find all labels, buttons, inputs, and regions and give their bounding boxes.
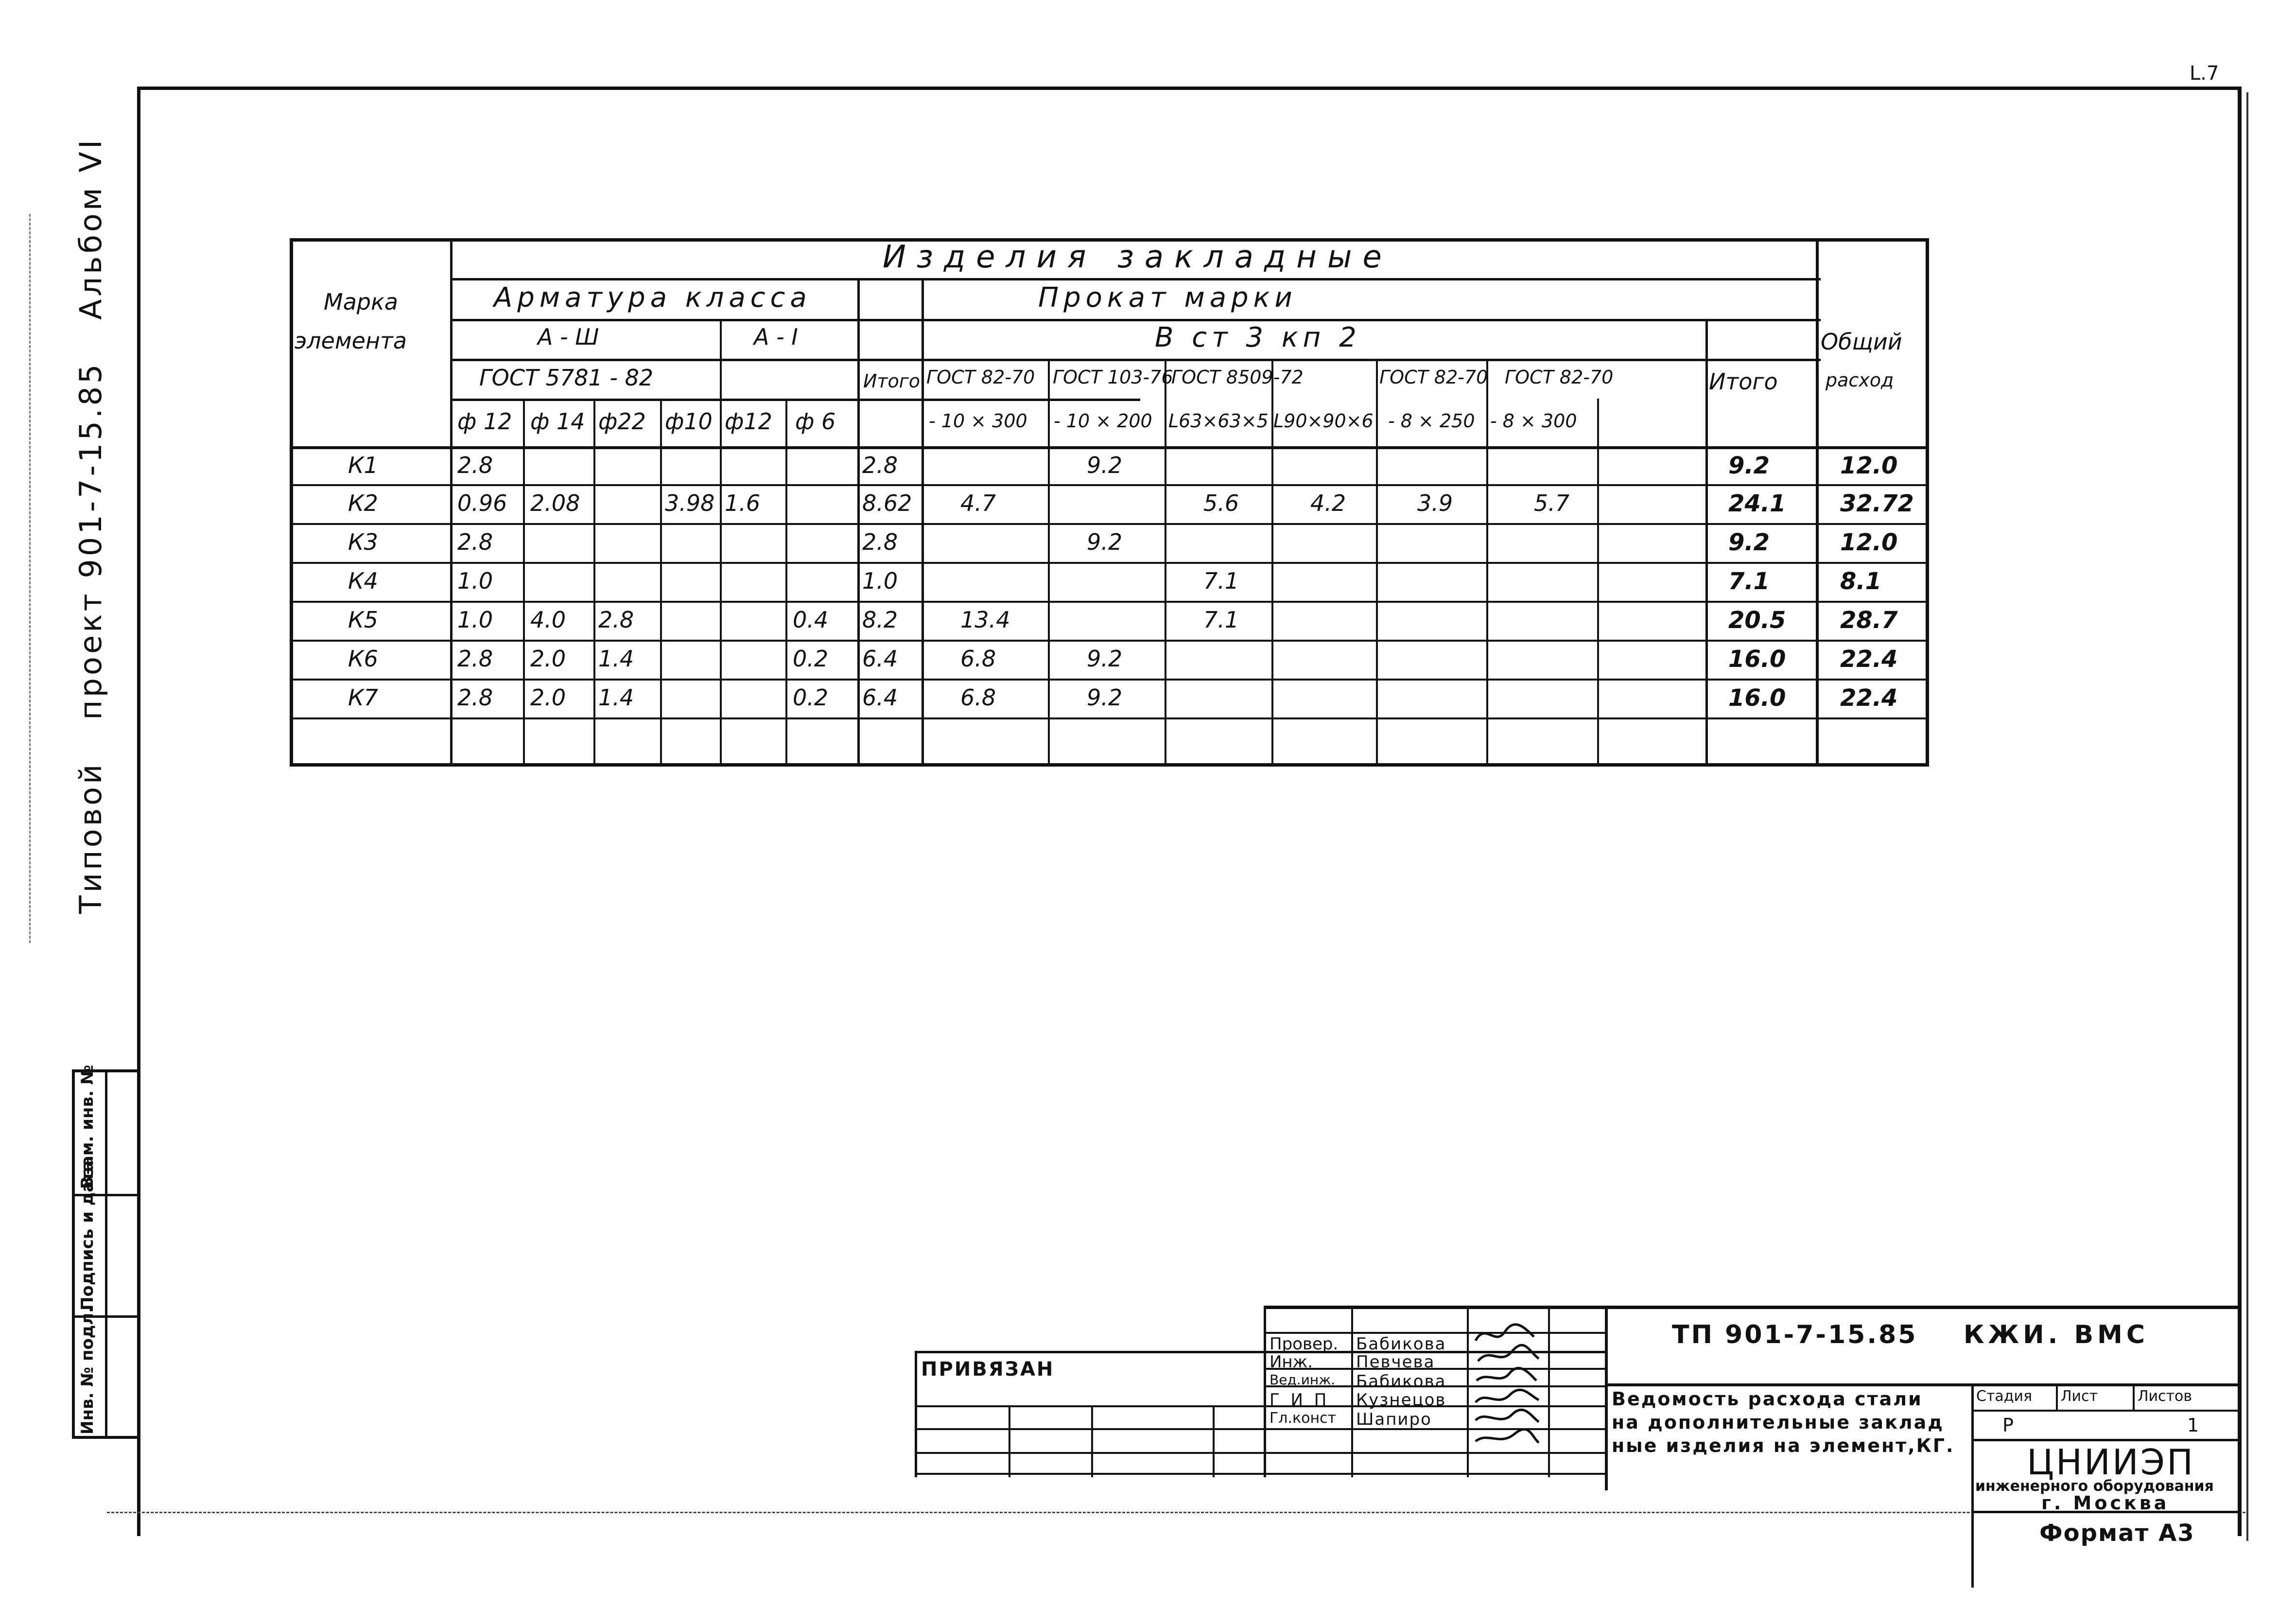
rebar-size: ф 6 <box>795 408 836 435</box>
element-mark: К6 <box>348 646 378 672</box>
rolled-gost: ГОСТ 8509-72 <box>1171 367 1304 388</box>
project-code: ТП 901-7-15.85 <box>1672 1320 1918 1349</box>
rebar-total: 1.0 <box>862 568 898 594</box>
rolled-size: - 8 × 300 <box>1490 410 1577 432</box>
rolled-total: 24.1 <box>1728 490 1786 517</box>
stamp-inventory: Инв. № подл. <box>78 1306 97 1434</box>
rebar-size: ф12 <box>725 408 772 435</box>
sheet-title-line: Ведомость расхода стали <box>1612 1388 1923 1410</box>
rolled-gost: ГОСТ 103-76 <box>1053 367 1173 388</box>
element-mark: К4 <box>348 568 378 594</box>
rebar-value: 3.98 <box>665 490 715 516</box>
corner-mark: L.7 <box>2190 62 2219 85</box>
drawing-set: КЖИ. ВМС <box>1964 1320 2149 1349</box>
rolled-value: 5.6 <box>1203 490 1239 516</box>
role-label: Провер. <box>1270 1334 1339 1354</box>
rebar-class-2: А - I <box>754 324 798 350</box>
sheets-value: 1 <box>2187 1415 2199 1436</box>
signer-name: Бабикова <box>1356 1334 1446 1354</box>
rebar-total: 8.62 <box>862 490 912 516</box>
row-header-line2: элемента <box>295 328 407 354</box>
rolled-value: 5.7 <box>1534 490 1570 516</box>
rebar-total: 6.4 <box>862 684 898 711</box>
rebar-total: 6.4 <box>862 646 898 672</box>
overall-total: 28.7 <box>1840 607 1898 634</box>
rolled-value: 7.1 <box>1203 607 1239 633</box>
rolled-total: 16.0 <box>1728 646 1786 673</box>
rebar-value: 1.4 <box>598 646 634 672</box>
linked-label: ПРИВЯЗАН <box>921 1358 1055 1381</box>
rolled-value: 7.1 <box>1203 568 1239 594</box>
rebar-total: 2.8 <box>862 452 898 478</box>
signer-name: Шапиро <box>1356 1410 1432 1429</box>
role-label: Вед.инж. <box>1270 1372 1336 1388</box>
spine-series: Типовой <box>73 761 108 914</box>
org-name: ЦНИИЭП <box>2027 1442 2195 1483</box>
sheets-label: Листов <box>2138 1388 2192 1405</box>
rolled-total: 16.0 <box>1728 684 1786 712</box>
rolled-value: 9.2 <box>1087 646 1123 672</box>
element-mark: К3 <box>348 529 378 555</box>
rebar-value: 1.0 <box>457 568 493 594</box>
element-mark: К7 <box>348 684 378 711</box>
rolled-value: 13.4 <box>960 607 1010 633</box>
rebar-value: 4.0 <box>530 607 566 633</box>
rolled-total: 20.5 <box>1728 607 1786 634</box>
signatures <box>1471 1312 1546 1468</box>
rebar-value: 0.2 <box>793 684 829 711</box>
rebar-value: 0.2 <box>793 646 829 672</box>
rolled-grade: В ст 3 кп 2 <box>1155 322 1361 353</box>
overall-total: 32.72 <box>1840 490 1914 517</box>
rebar-value: 1.0 <box>457 607 493 633</box>
spine-project: проект 901-7-15.85 <box>73 361 108 720</box>
rolled-value: 9.2 <box>1087 452 1123 478</box>
element-mark: К1 <box>348 452 378 478</box>
rolled-size: L90×90×6 <box>1273 410 1374 432</box>
role-label: Инж. <box>1270 1352 1313 1372</box>
rebar-class-1: А - Ш <box>538 324 599 350</box>
rebar-value: 2.0 <box>530 646 566 672</box>
rolled-value: 9.2 <box>1087 529 1123 555</box>
signer-name: Бабикова <box>1356 1372 1446 1391</box>
rebar-value: 2.08 <box>530 490 580 516</box>
rebar-value: 1.6 <box>725 490 761 516</box>
rolled-gost: ГОСТ 82-70 <box>1379 367 1488 388</box>
rebar-size: ф 14 <box>530 408 585 435</box>
stage-value: Р <box>2002 1415 2014 1436</box>
signer-name: Певчева <box>1356 1352 1435 1372</box>
rolled-value: 6.8 <box>960 646 996 672</box>
rebar-title: Арматура класса <box>494 282 812 314</box>
rebar-gost: ГОСТ 5781 - 82 <box>479 365 654 391</box>
org-city: г. Москва <box>2041 1492 2170 1514</box>
element-mark: К5 <box>348 607 378 633</box>
rebar-value: 2.8 <box>457 684 493 711</box>
spine-album: Альбом VI <box>73 137 108 320</box>
group-title: Изделия закладные <box>883 239 1392 275</box>
org-subtitle: инженерного оборудования <box>1975 1478 2214 1495</box>
rebar-value: 2.0 <box>530 684 566 711</box>
rebar-value: 2.8 <box>457 646 493 672</box>
sheet-title-line: ные изделия на элемент,КГ. <box>1612 1435 1955 1456</box>
rebar-value: 2.8 <box>457 452 493 478</box>
rolled-value: 3.9 <box>1417 490 1453 516</box>
rebar-total: 2.8 <box>862 529 898 555</box>
overall-total: 12.0 <box>1840 452 1898 479</box>
role-label: Г И П <box>1270 1390 1330 1410</box>
rolled-gost: ГОСТ 82-70 <box>1505 367 1614 388</box>
overall-total: 22.4 <box>1840 684 1898 712</box>
sheet-label: Лист <box>2061 1388 2098 1405</box>
overall-total: 8.1 <box>1840 568 1882 595</box>
rebar-size: ф22 <box>598 408 646 435</box>
overall-header-line1: Общий <box>1821 329 1902 355</box>
rolled-total: 7.1 <box>1728 568 1770 595</box>
rebar-size: ф 12 <box>457 408 512 435</box>
rebar-value: 2.8 <box>457 529 493 555</box>
rolled-value: 4.7 <box>960 490 996 516</box>
overall-header-line2: расход <box>1826 369 1894 391</box>
total-header-2: Итого <box>1709 368 1778 395</box>
rolled-value: 9.2 <box>1087 684 1123 711</box>
role-label: Гл.конст <box>1270 1410 1337 1427</box>
rolled-value: 4.2 <box>1310 490 1346 516</box>
stamp-signature-date: Подпись и дата <box>78 1160 97 1311</box>
rebar-value: 1.4 <box>598 684 634 711</box>
rebar-total: 8.2 <box>862 607 898 633</box>
signer-name: Кузнецов <box>1356 1390 1446 1410</box>
format-label: Формат А3 <box>2039 1520 2195 1547</box>
rolled-gost: ГОСТ 82-70 <box>926 367 1035 388</box>
rolled-title: Прокат марки <box>1038 282 1297 314</box>
rolled-size: - 8 × 250 <box>1388 410 1475 432</box>
stamp-replaced: Взам. инв. № <box>78 1065 97 1189</box>
total-header: Итого <box>863 370 921 392</box>
rolled-size: L63×63×5 <box>1168 410 1269 432</box>
rebar-value: 0.96 <box>457 490 507 516</box>
rebar-value: 0.4 <box>793 607 829 633</box>
stage-label: Стадия <box>1976 1388 2033 1405</box>
overall-total: 12.0 <box>1840 529 1898 556</box>
rolled-size: - 10 × 300 <box>929 410 1027 432</box>
overall-total: 22.4 <box>1840 646 1898 673</box>
rebar-value: 2.8 <box>598 607 634 633</box>
rolled-value: 6.8 <box>960 684 996 711</box>
rolled-total: 9.2 <box>1728 529 1770 556</box>
rolled-total: 9.2 <box>1728 452 1770 479</box>
rolled-size: - 10 × 200 <box>1054 410 1152 432</box>
element-mark: К2 <box>348 490 378 516</box>
sheet-title-line: на дополнительные заклад <box>1612 1412 1944 1433</box>
row-header-line1: Марка <box>324 289 399 315</box>
rebar-size: ф10 <box>665 408 713 435</box>
